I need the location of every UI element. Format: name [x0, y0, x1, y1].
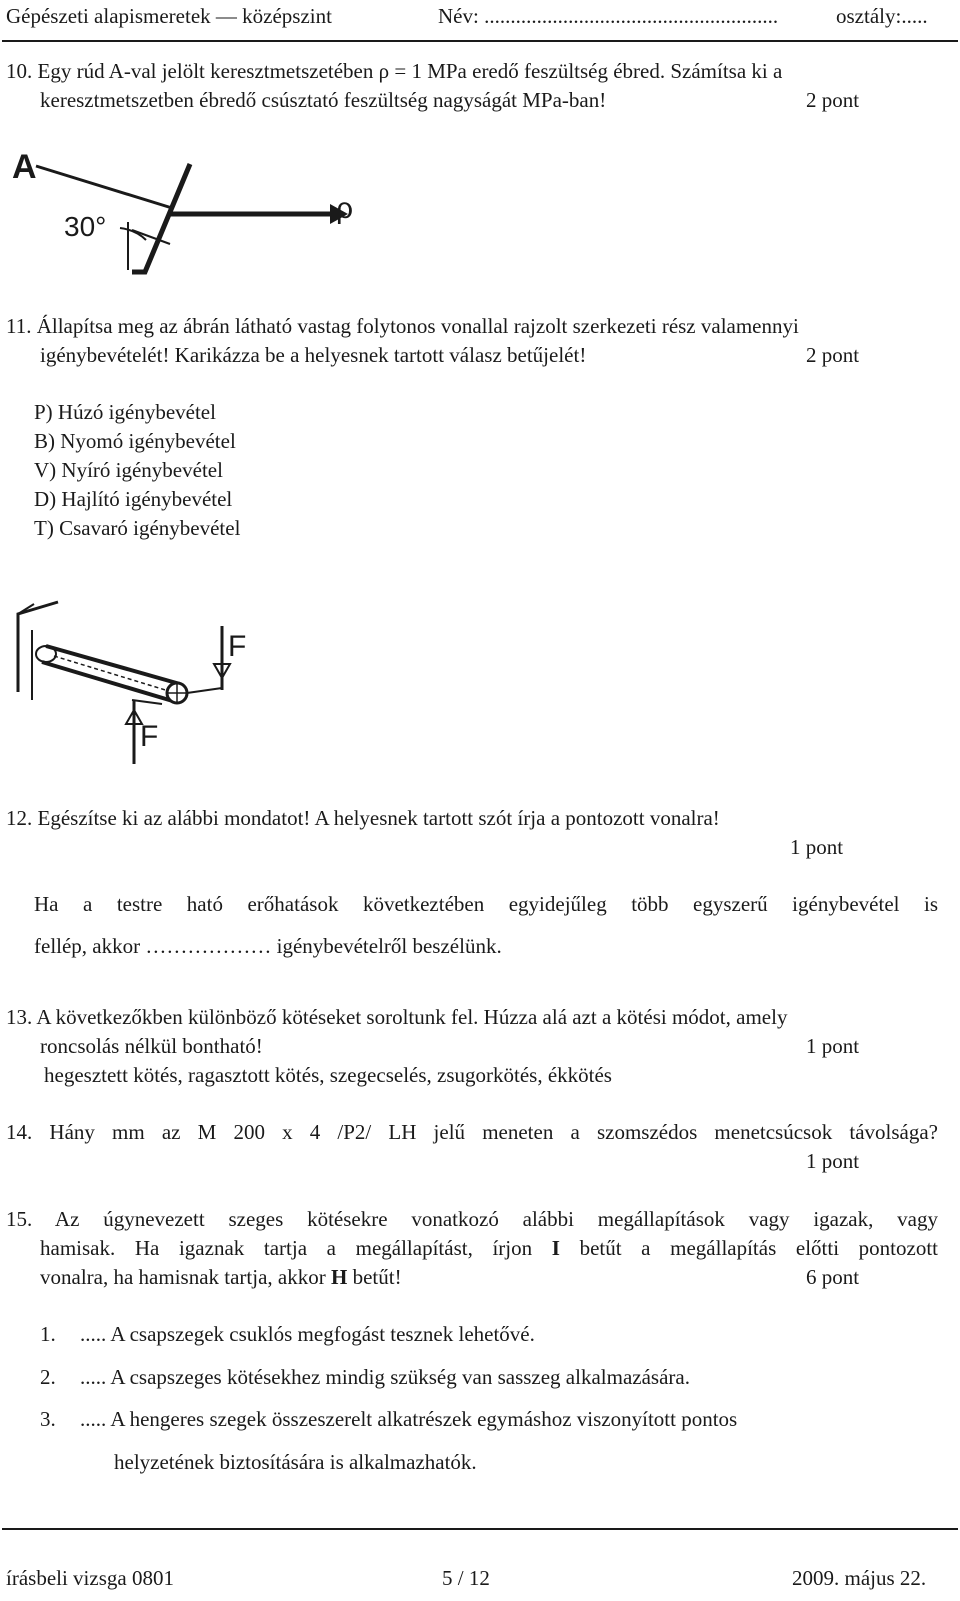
q11-option-d[interactable]: D) Hajlító igénybevétel	[34, 487, 233, 511]
q10-line2: keresztmetszetben ébredő csúsztató feszültség nagyságát MPa-ban!	[40, 88, 607, 112]
footer-rule	[2, 1528, 958, 1530]
footer-date: 2009. május 22.	[792, 1566, 927, 1590]
q15-points: 6 pont	[806, 1265, 860, 1289]
q11-points: 2 pont	[806, 343, 860, 367]
header-name-field: Név: ........................................................	[438, 4, 779, 28]
q13-points: 1 pont	[806, 1034, 860, 1058]
q13-line2: roncsolás nélkül bontható!	[40, 1034, 263, 1058]
footer-exam: írásbeli vizsga 0801	[6, 1566, 174, 1590]
q11-option-b[interactable]: B) Nyomó igénybevétel	[34, 429, 236, 453]
q15-line2-a: hamisak. Ha igaznak tartja a megállapítást, írjon	[40, 1236, 552, 1260]
q11-option-v[interactable]: V) Nyíró igénybevétel	[34, 458, 223, 482]
q11-option-p[interactable]: P) Húzó igénybevétel	[34, 400, 216, 424]
q13-options: hegesztett kötés, ragasztott kötés, szegecselés, zsugorkötés, ékkötés	[44, 1063, 612, 1087]
q10-points: 2 pont	[806, 88, 860, 112]
q11-figure	[12, 600, 252, 775]
q15-statement-3-num: 3.	[40, 1407, 56, 1431]
q10-line1: 10. Egy rúd A-val jelölt keresztmetszetében ρ = 1 MPa eredő feszültség ébred. Számítsa ki a	[6, 59, 783, 83]
q15-statement-1[interactable]	[40, 1320, 535, 1349]
q15-statement-2[interactable]	[40, 1363, 690, 1392]
q10-fig-label-rho: ρ	[336, 192, 354, 225]
q12-points: 1 pont	[790, 835, 844, 859]
q12-sentence1: Ha a testre ható erőhatások következtében egyidejűleg több egyszerű igénybevétel is	[34, 892, 938, 916]
q15-statement-1-num: 1.	[40, 1322, 56, 1346]
q15-line2-c: betűt a megállapítás előtti pontozott	[559, 1236, 938, 1260]
q15-line3-a: vonalra, ha hamisnak tartja, akkor	[40, 1265, 331, 1289]
q13-line1: 13. A következőkben különböző kötéseket soroltunk fel. Húzza alá azt a kötési módot, amely	[6, 1005, 788, 1029]
q15-statement-3-text: ..... A hengeres szegek összeszerelt alkatrészek egymáshoz viszonyított pontos	[80, 1407, 738, 1431]
q15-line3-c: betűt!	[347, 1265, 402, 1289]
header-rule	[2, 40, 958, 42]
page-header	[0, 0, 960, 34]
q15-line3	[40, 1263, 402, 1292]
q10-fig-label-a: A	[12, 148, 37, 186]
q11-line1: 11. Állapítsa meg az ábrán látható vastag folytonos vonallal rajzolt szerkezeti rész valamennyi	[6, 314, 799, 338]
q15-statement-3-cont: helyzetének biztosítására is alkalmazhatók.	[114, 1450, 477, 1474]
q11-fig-label-f-bottom: F	[140, 720, 159, 753]
q15-line1: 15. Az úgynevezett szeges kötésekre vonatkozó alábbi megállapítások vagy igazak, vagy	[6, 1207, 938, 1231]
header-subject: Gépészeti alapismeretek — középszint	[6, 4, 332, 28]
q15-statement-2-text: ..... A csapszeges kötésekhez mindig szükség van sasszeg alkalmazására.	[80, 1365, 690, 1389]
q11-fig-label-f-top: F	[228, 630, 247, 663]
q11-option-t[interactable]: T) Csavaró igénybevétel	[34, 516, 241, 540]
q10-fig-label-angle: 30°	[64, 211, 107, 242]
q12-sentence2: fellép, akkor ……………… igénybevételről beszélünk.	[34, 934, 502, 958]
header-class-field: osztály:.....	[836, 4, 928, 28]
q15-line2-b: I	[551, 1236, 560, 1260]
q14-line1: 14. Hány mm az M 200 x 4 /P2/ LH jelű meneten a szomszédos menetcsúcsok távolsága?	[6, 1120, 938, 1144]
q12-line1: 12. Egészítse ki az alábbi mondatot! A helyesnek tartott szót írja a pontozott vonalra!	[6, 806, 720, 830]
q15-statement-1-text: ..... A csapszegek csuklós megfogást tesznek lehetővé.	[80, 1322, 535, 1346]
q15-line2	[40, 1234, 938, 1263]
q15-line3-b: H	[330, 1265, 348, 1289]
q15-statement-3[interactable]	[40, 1405, 737, 1434]
q11-line2: igénybevételét! Karikázza be a helyesnek tartott válasz betűjelét!	[40, 343, 587, 367]
q15-statement-2-num: 2.	[40, 1365, 56, 1389]
footer-page-number: 5 / 12	[442, 1566, 490, 1590]
q14-points: 1 pont	[806, 1149, 860, 1173]
q10-figure	[10, 140, 370, 280]
